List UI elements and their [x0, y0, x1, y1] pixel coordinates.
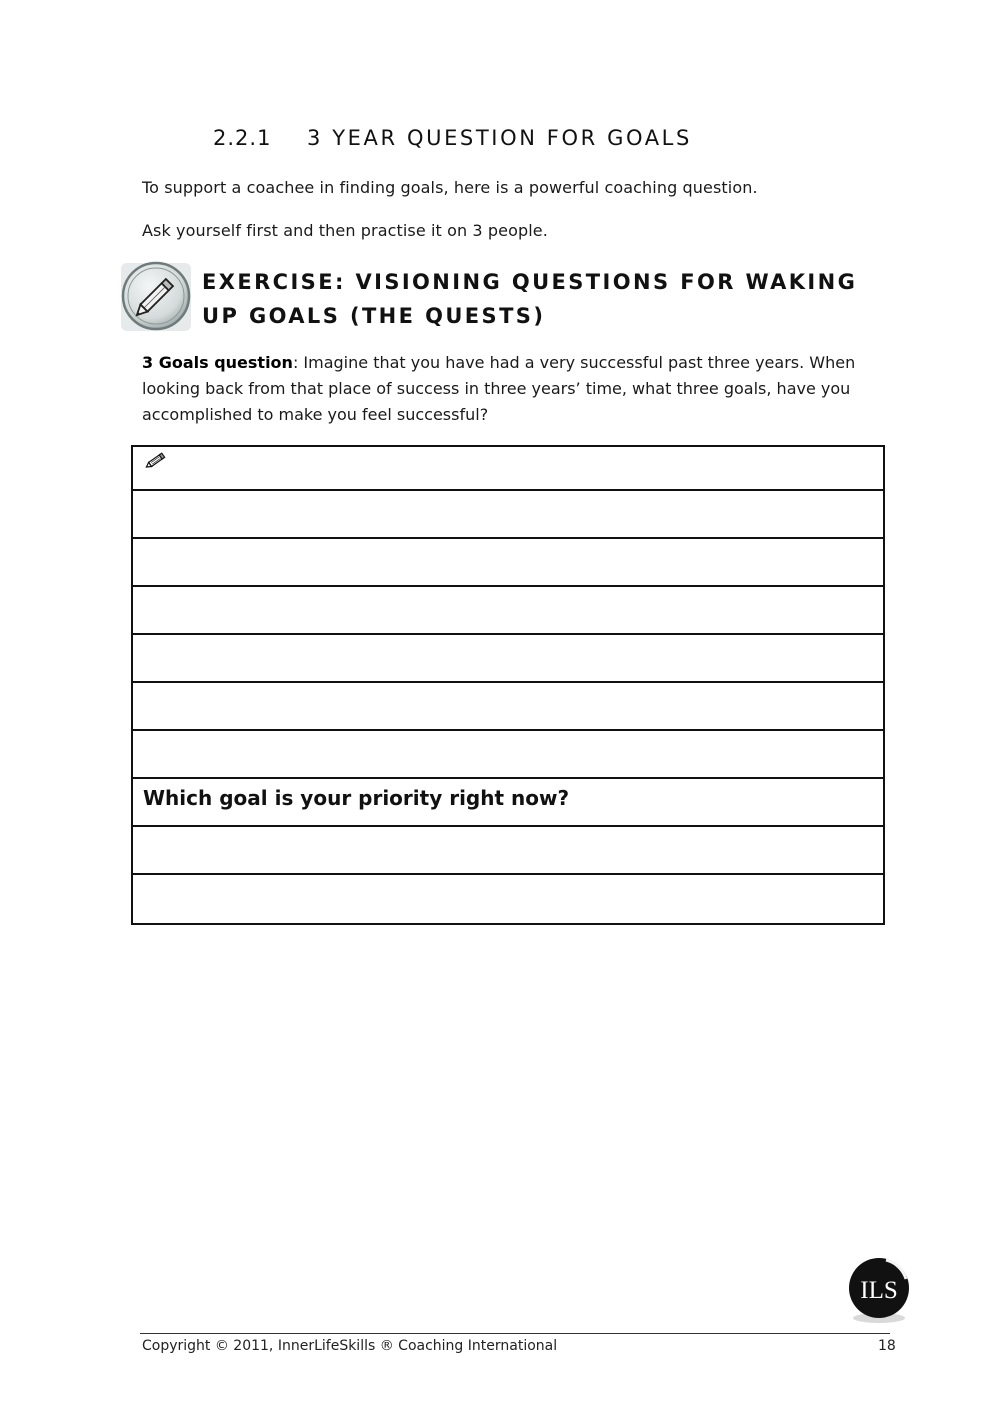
answer-row[interactable] — [133, 827, 883, 875]
pencil-icon — [144, 452, 166, 470]
answer-row[interactable] — [133, 587, 883, 635]
section-title: 3 YEAR QUESTION FOR GOALS — [307, 126, 692, 150]
answer-row[interactable] — [133, 875, 883, 923]
answer-row[interactable] — [133, 635, 883, 683]
answer-table — [131, 445, 885, 925]
answer-row[interactable] — [133, 491, 883, 539]
page-number: 18 — [878, 1338, 896, 1354]
exercise-title: EXERCISE: VISIONING QUESTIONS FOR WAKING UP GOALS (THE QUESTS) — [202, 270, 858, 328]
logo-text: ILS — [860, 1277, 898, 1304]
priority-prompt: Which goal is your priority right now? — [143, 786, 570, 810]
section-heading — [213, 126, 692, 150]
question-text: : Imagine that you have had a very successful past three years. When looking back from that place of success in three years’ time, what three goals, have you accomplished to make you feel successful? — [142, 353, 856, 424]
answer-row[interactable] — [133, 731, 883, 779]
footer-divider — [140, 1333, 890, 1334]
priority-prompt-row — [133, 779, 883, 827]
section-number: 2.2.1 — [213, 126, 272, 150]
question-label: 3 Goals question — [142, 353, 293, 372]
goals-question — [142, 350, 882, 428]
intro-line-2: Ask yourself first and then practise it on 3 people. — [142, 221, 548, 240]
answer-row[interactable] — [133, 683, 883, 731]
intro-line-1: To support a coachee in finding goals, here is a powerful coaching question. — [142, 178, 758, 197]
footer-copyright: Copyright © 2011, InnerLifeSkills ® Coaching International — [142, 1338, 558, 1354]
pencil-icon — [119, 259, 193, 333]
answer-row[interactable] — [133, 447, 883, 491]
answer-row[interactable] — [133, 539, 883, 587]
ils-logo — [848, 1257, 910, 1325]
